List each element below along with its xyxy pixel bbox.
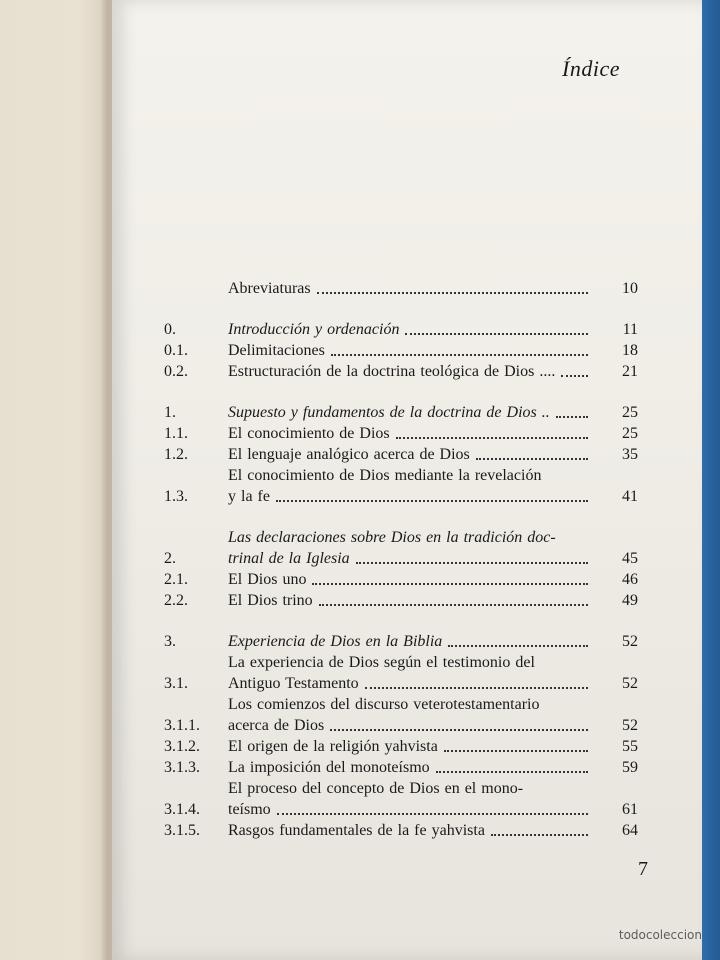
- toc-entry-title-line: [228, 569, 588, 590]
- toc-entry-page: 11: [622, 321, 638, 338]
- toc-entry-title: Rasgos fundamentales de la fe yahvista: [228, 822, 485, 839]
- watermark: todocoleccion: [618, 928, 702, 942]
- toc-entry-page: 49: [622, 592, 638, 609]
- toc-entry-number: 3.1.2.: [164, 738, 200, 755]
- toc-leader-dots: [356, 562, 588, 564]
- toc-entry-title-continuation: teísmo: [228, 801, 271, 818]
- toc-row: [164, 465, 640, 507]
- toc-entry-title: Estructuración de la doctrina teológica de Dios ....: [228, 363, 556, 380]
- toc-leader-dots: [491, 834, 588, 836]
- toc-entry-title: El Dios trino: [228, 592, 313, 609]
- book-page: [112, 0, 702, 960]
- toc-entry-number: 1.: [164, 404, 176, 421]
- toc-entry-title: El Dios uno: [228, 571, 307, 588]
- toc-leader-dots: [365, 687, 588, 689]
- toc-entry-title: Supuesto y fundamentos de la doctrina de Dios ..: [228, 404, 550, 421]
- toc-entry-title-continuation: trinal de la Iglesia: [228, 550, 350, 567]
- toc-entry-number: 3.: [164, 633, 176, 650]
- toc-entry-number: 0.1.: [164, 342, 188, 359]
- toc-entry-title-cell: [228, 527, 588, 569]
- toc-leader-dots: [312, 583, 588, 585]
- toc-entry-page: 52: [622, 633, 638, 650]
- toc-entry-number: 3.1.5.: [164, 822, 200, 839]
- toc-entry-title-continuation: y la fe: [228, 488, 270, 505]
- toc-entry-title-line: [228, 361, 588, 382]
- toc-entry-number: 3.1.1.: [164, 717, 200, 734]
- toc-entry-title-line-1: La experiencia de Dios según el testimonio del: [228, 654, 535, 671]
- toc-row: [164, 631, 640, 652]
- toc-entry-title-line: [228, 757, 588, 778]
- toc-entry-page: 61: [622, 801, 638, 818]
- toc-entry-page: 52: [622, 717, 638, 734]
- toc-row: [164, 402, 640, 423]
- toc-entry-page: 41: [622, 488, 638, 505]
- toc-entry-page: 25: [622, 404, 638, 421]
- page-title: Índice: [562, 56, 620, 81]
- toc-entry-title: La imposición del monoteísmo: [228, 759, 430, 776]
- toc-entry-title-cell: [228, 465, 588, 507]
- toc-row: [164, 319, 640, 340]
- toc-entry-number: 3.1.3.: [164, 759, 200, 776]
- toc-entry-title-cell: [228, 319, 588, 340]
- toc-leader-dots: [317, 292, 588, 294]
- toc-leader-dots: [476, 458, 588, 460]
- toc-entry-page: 35: [622, 446, 638, 463]
- toc-entry-title: El origen de la religión yahvista: [228, 738, 438, 755]
- toc-row: [164, 423, 640, 444]
- table-of-contents: [164, 278, 640, 841]
- toc-row: [164, 527, 640, 569]
- toc-entry-number: 2.2.: [164, 592, 188, 609]
- toc-entry-number: 0.: [164, 321, 176, 338]
- toc-entry-page: 45: [622, 550, 638, 567]
- toc-leader-dots: [330, 729, 588, 731]
- toc-row: [164, 278, 640, 299]
- toc-entry-title-cell: [228, 631, 588, 652]
- toc-entry-title-cell: [228, 569, 588, 590]
- toc-leader-dots: [436, 771, 588, 773]
- toc-entry-title-cell: [228, 778, 588, 820]
- toc-entry-page: 59: [622, 759, 638, 776]
- toc-entry-title-cell: [228, 402, 588, 423]
- toc-leader-dots: [331, 354, 588, 356]
- toc-entry-title-cell: [228, 694, 588, 736]
- toc-leader-dots: [405, 333, 588, 335]
- toc-entry-page: 21: [622, 363, 638, 380]
- toc-row: [164, 340, 640, 361]
- toc-entry-number: 1.1.: [164, 425, 188, 442]
- toc-entry-title: El conocimiento de Dios: [228, 425, 390, 442]
- toc-entry-title-cell: [228, 278, 588, 299]
- toc-entry-title-line-2: [228, 799, 588, 820]
- toc-entry-title-cell: [228, 423, 588, 444]
- toc-entry-title-line: [228, 820, 588, 841]
- toc-entry-title-line: [228, 444, 588, 465]
- toc-row: [164, 444, 640, 465]
- toc-entry-title-cell: [228, 361, 588, 382]
- toc-row: [164, 778, 640, 820]
- toc-entry-title-line-2: [228, 548, 588, 569]
- toc-entry-title: El lenguaje analógico acerca de Dios: [228, 446, 470, 463]
- toc-entry-title-cell: [228, 652, 588, 694]
- toc-entry-page: 55: [622, 738, 638, 755]
- left-book-page: [0, 0, 112, 960]
- toc-row: [164, 652, 640, 694]
- page-number: 7: [638, 858, 648, 880]
- toc-entry-number: 3.1.: [164, 675, 188, 692]
- toc-entry-number: 3.1.4.: [164, 801, 200, 818]
- toc-entry-title-line: [228, 631, 588, 652]
- toc-entry-title: Experiencia de Dios en la Biblia: [228, 633, 443, 650]
- toc-leader-dots: [556, 416, 588, 418]
- toc-entry-number: 1.2.: [164, 446, 188, 463]
- toc-leader-dots: [561, 375, 588, 377]
- toc-entry-title-cell: [228, 444, 588, 465]
- toc-entry-title-cell: [228, 736, 588, 757]
- toc-entry-title-continuation: acerca de Dios: [228, 717, 325, 734]
- toc-leader-dots: [396, 437, 588, 439]
- toc-entry-title-line-2: [228, 715, 588, 736]
- toc-row: [164, 694, 640, 736]
- toc-entry-page: 10: [622, 280, 638, 297]
- toc-row: [164, 569, 640, 590]
- toc-leader-dots: [319, 604, 588, 606]
- toc-entry-number: 2.1.: [164, 571, 188, 588]
- toc-entry-number: 1.3.: [164, 488, 188, 505]
- toc-leader-dots: [276, 500, 588, 502]
- toc-entry-title-line-1: El conocimiento de Dios mediante la revelación: [228, 467, 542, 484]
- toc-row: [164, 736, 640, 757]
- toc-entry-title: Delimitaciones: [228, 342, 325, 359]
- toc-entry-title-line-2: [228, 486, 588, 507]
- toc-entry-number: 0.2.: [164, 363, 188, 380]
- toc-entry-title-line: [228, 340, 588, 361]
- toc-entry-title-cell: [228, 590, 588, 611]
- toc-entry-title-line: [228, 278, 588, 299]
- toc-row: [164, 361, 640, 382]
- toc-entry-title-line-1: El proceso del concepto de Dios en el mono-: [228, 780, 524, 797]
- toc-entry-title-cell: [228, 757, 588, 778]
- toc-entry-title-line: [228, 736, 588, 757]
- toc-entry-page: 46: [622, 571, 638, 588]
- toc-entry-page: 18: [622, 342, 638, 359]
- toc-entry-title: Abreviaturas: [228, 280, 311, 297]
- toc-entry-title-line: [228, 402, 588, 423]
- toc-row: [164, 820, 640, 841]
- toc-leader-dots: [444, 750, 588, 752]
- toc-entry-title-cell: [228, 820, 588, 841]
- toc-leader-dots: [277, 813, 588, 815]
- toc-entry-page: 52: [622, 675, 638, 692]
- toc-entry-page: 25: [622, 425, 638, 442]
- toc-leader-dots: [448, 645, 588, 647]
- toc-entry-title-line-2: [228, 673, 588, 694]
- toc-entry-title-continuation: Antiguo Testamento: [228, 675, 359, 692]
- toc-entry-title-line: [228, 423, 588, 444]
- toc-entry-number: 2.: [164, 550, 176, 567]
- toc-entry-title-line-1: Las declaraciones sobre Dios en la tradición doc-: [228, 529, 556, 546]
- toc-entry-title-line: [228, 590, 588, 611]
- toc-entry-title-line-1: Los comienzos del discurso veterotestamentario: [228, 696, 540, 713]
- toc-entry-title-line: [228, 319, 588, 340]
- toc-entry-page: 64: [622, 822, 638, 839]
- toc-row: [164, 590, 640, 611]
- toc-entry-title-cell: [228, 340, 588, 361]
- toc-entry-title: Introducción y ordenación: [228, 321, 400, 338]
- toc-row: [164, 757, 640, 778]
